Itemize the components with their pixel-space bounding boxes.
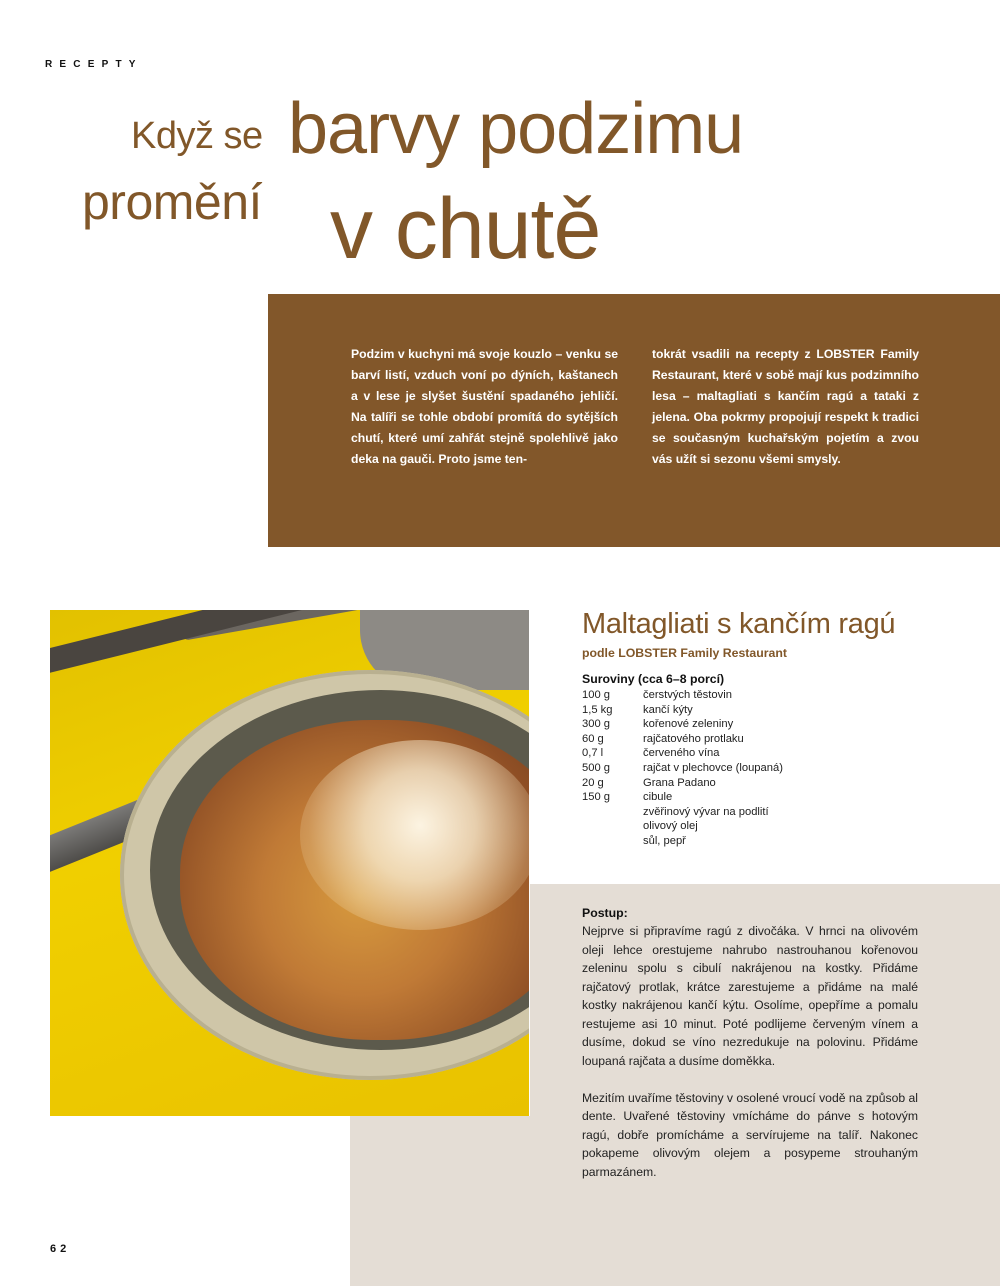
recipe-subtitle: podle LOBSTER Family Restaurant xyxy=(582,646,787,660)
method-text xyxy=(582,922,918,1200)
ingredient-row xyxy=(582,732,783,747)
recipe-title: Maltagliati s kančím ragú xyxy=(582,608,896,640)
ingredient-row xyxy=(582,703,783,718)
ingredient-qty xyxy=(582,805,643,820)
ingredient-item: zvěřinový vývar na podlití xyxy=(643,805,769,818)
ingredient-item: červeného vína xyxy=(643,747,720,760)
ingredient-row xyxy=(582,717,783,732)
ingredient-qty: 0,7 l xyxy=(582,747,604,760)
ingredients-heading: Suroviny (cca 6–8 porcí) xyxy=(582,672,725,686)
photo-grated-cheese xyxy=(300,740,529,930)
ingredient-item: rajčatového protlaku xyxy=(643,732,744,745)
ingredient-qty xyxy=(582,834,643,849)
ingredient-item: olivový olej xyxy=(643,820,698,833)
method-paragraph: Nejprve si připravíme ragú z divočáka. V hrnci na olivovém oleji lehce orestujeme nahrubo nastrouhanou kořenovou zeleninu spolu s cibulí nakrájenou na kostky. Přidáme rajčatový protlak, krátce zarestujeme a přidáme na malé kostky nakrájenou kančí kýtu. Osolíme, opepříme a pomalu restujeme asi 10 minut. Poté podlijeme červeným vínem a dusíme, dokud se víno nezredukuje na polovinu. Přidáme loupaná rajčata a dusíme doměkka. xyxy=(582,924,918,1068)
method-paragraph: Mezitím uvaříme těstoviny v osolené vroucí vodě na způsob al dente. Uvařené těstoviny vmícháme do pánve s hotovým ragú, dobře promícháme a servírujeme na talíř. Nakonec pokapeme olivovým olejem a posypeme strouhaným parmazánem. xyxy=(582,1090,918,1179)
ingredient-row xyxy=(582,776,783,791)
headline-part-1: Když se xyxy=(131,115,263,157)
ingredient-row xyxy=(582,834,783,849)
ingredients-list xyxy=(582,688,783,849)
ingredient-qty: 1,5 kg xyxy=(582,703,613,716)
ingredient-row xyxy=(582,761,783,776)
ingredient-item: cibule xyxy=(643,791,673,804)
ingredient-qty: 500 g xyxy=(582,761,610,774)
ingredient-item: rajčat v plechovce (loupaná) xyxy=(643,761,783,774)
ingredient-qty: 100 g xyxy=(582,689,610,701)
section-label: RECEPTY xyxy=(45,59,143,70)
recipe-photo xyxy=(50,610,529,1116)
ingredient-qty xyxy=(582,819,643,834)
ingredient-qty: 20 g xyxy=(582,776,604,789)
headline-part-3: promění xyxy=(82,174,262,230)
ingredient-qty: 300 g xyxy=(582,718,610,731)
ingredient-item: kořenové zeleniny xyxy=(643,718,734,731)
method-heading: Postup: xyxy=(582,906,628,920)
ingredient-qty: 60 g xyxy=(582,732,604,745)
intro-box xyxy=(268,294,1000,547)
ingredient-row xyxy=(582,688,783,703)
ingredient-item: Grana Padano xyxy=(643,776,716,789)
headline-part-2: barvy podzimu xyxy=(288,89,744,169)
ingredient-row xyxy=(582,790,783,805)
headline-part-4: v chutě xyxy=(330,181,601,277)
ingredient-item: kančí kýty xyxy=(643,703,693,716)
ingredient-item: čerstvých těstovin xyxy=(643,689,732,701)
ingredient-row xyxy=(582,819,783,834)
ingredient-row xyxy=(582,746,783,761)
intro-column-1: Podzim v kuchyni má svoje kouzlo – venku se barví listí, vzduch voní po dýních, kaštanech a v lese je slyšet šustění spadaného jehličí. Na talíři se tohle období promítá do sytějších chutí, které umí zahřát stejně spolehlivě jako deka na gauči. Proto jsme ten- xyxy=(351,347,618,466)
ingredient-row xyxy=(582,805,783,820)
ingredient-qty: 150 g xyxy=(582,791,610,804)
page-number: 62 xyxy=(50,1243,71,1255)
ingredient-item: sůl, pepř xyxy=(643,834,686,847)
intro-column-2: tokrát vsadili na recepty z LOBSTER Family Restaurant, které v sobě mají kus podzimního lesa – maltagliati s kančím ragú a tataki z jelena. Oba pokrmy propojují respekt k tradici se současným kuchařským pojetím a zvou vás užít si sezonu všemi smysly. xyxy=(652,347,919,466)
